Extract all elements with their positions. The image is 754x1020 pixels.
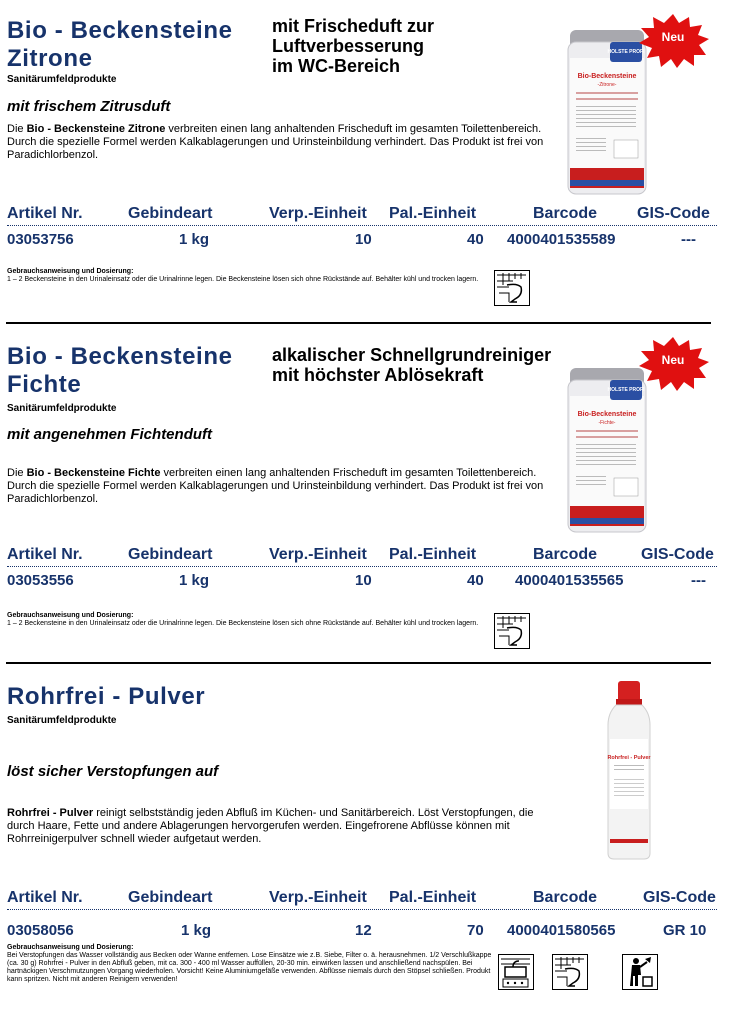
table-header-row xyxy=(7,545,717,567)
value-article: 03053556 xyxy=(7,572,74,589)
svg-text:Rohrfrei - Pulver: Rohrfrei - Pulver xyxy=(607,755,651,761)
section-divider xyxy=(6,322,711,324)
product-tagline: mit angenehmen Fichtenduft xyxy=(7,426,213,443)
header-pack-unit: Verp.-Einheit xyxy=(269,205,367,222)
person-disposal-pictogram-icon xyxy=(622,954,658,990)
svg-text:-Zitrone-: -Zitrone- xyxy=(597,82,617,88)
table-header-row xyxy=(7,888,717,910)
header-container: Gebindeart xyxy=(128,205,213,222)
new-badge: Neu xyxy=(636,336,710,392)
table-header-row xyxy=(7,204,717,226)
svg-text:Bio-Beckensteine: Bio-Beckensteine xyxy=(577,73,637,80)
product-description: Rohrfrei - Pulver reinigt selbstständig jeden Abfluß im Küchen- und Sanitärbereich. Löst Verstopfungen, die durch Haare, Fette und andere Ablagerungen hervorgerufen werden. Eingefrorene Abflüsse können mit Rohrreinigerpulver schnell wieder aufgetaut werden. xyxy=(7,807,534,845)
svg-text:HOLSTE PROFI: HOLSTE PROFI xyxy=(607,49,645,55)
product-description: Die Bio - Beckensteine Fichte verbreiten einen lang anhaltenden Frischeduft im gesamten Toilettenbereich. Durch die spezielle Formel werden Kalkablagerungen und Urinsteinbildung verhindert. Das Produkt ist frei von Paradichlorbenzol. xyxy=(7,467,544,505)
value-pallet-unit: 70 xyxy=(467,922,484,939)
value-pack-unit: 10 xyxy=(355,572,372,589)
header-pallet-unit: Pal.-Einheit xyxy=(389,889,477,906)
product-category: Sanitärumfeldprodukte xyxy=(7,715,117,726)
urinal-pictogram-icon xyxy=(494,613,530,649)
header-container: Gebindeart xyxy=(128,889,213,906)
product-section-zitrone xyxy=(0,0,754,325)
usage-instructions: Gebrauchsanweisung und Dosierung: 1 – 2 Beckensteine in den Urinaleinsatz oder die Urinalrinne legen. Die Beckensteine lösen sich ohne Rückstände auf. Behälter kühl und trocken lagern. xyxy=(7,612,479,627)
usage-instructions: Gebrauchsanweisung und Dosierung: 1 – 2 Beckensteine in den Urinaleinsatz oder die Urinalrinne legen. Die Beckensteine lösen sich ohne Rückstände auf. Behälter kühl und trocken lagern. xyxy=(7,268,479,283)
value-gis: --- xyxy=(681,231,696,248)
value-pack-unit: 10 xyxy=(355,231,372,248)
svg-text:-Fichte-: -Fichte- xyxy=(598,420,616,426)
product-tagline: mit frischem Zitrusduft xyxy=(7,98,171,115)
value-barcode: 4000401580565 xyxy=(507,922,616,939)
header-barcode: Barcode xyxy=(533,546,598,563)
value-container: 1 kg xyxy=(179,231,210,248)
header-gis: GIS-Code xyxy=(641,546,714,563)
product-title: Rohrfrei - Pulver xyxy=(7,683,206,710)
header-pack-unit: Verp.-Einheit xyxy=(269,889,367,906)
product-section-rohrfrei xyxy=(0,665,754,1020)
value-gis: --- xyxy=(691,572,706,589)
product-tagline: löst sicher Verstopfungen auf xyxy=(7,763,219,780)
urinal-pictogram-icon xyxy=(552,954,588,990)
value-container: 1 kg xyxy=(179,572,210,589)
usage-instructions: Gebrauchsanweisung und Dosierung: Bei Verstopfungen das Wasser vollständig aus Becken oder Wanne entfernen. Lose Einsätze wie z.B. Siebe, Filter o. ä. herausnehmen. 1/2 Verschlußkappe (ca. 30 g) Rohrfrei - Pulver in den Abfluß geben, mit ca. 300 - 400 ml Wasser auffüllen, 20-30 min. einwirken lassen und anschließend nachspülen. Bei hartnäckigen Verschmutzungen Vorgang wiederholen. Vorsicht! Keine Aluminiumgefäße verwenden. Abflüsse niemals durch den Stöpsel schließen. Produkt kann spritzen. Nicht mit anderen Reinigern verwenden! xyxy=(7,944,492,983)
product-title: Bio - Beckensteine Fichte xyxy=(7,343,233,398)
product-title: Bio - Beckensteine Zitrone xyxy=(7,17,233,72)
value-gis: GR 10 xyxy=(663,922,707,939)
header-article: Artikel Nr. xyxy=(7,546,83,563)
header-pallet-unit: Pal.-Einheit xyxy=(389,205,477,222)
value-pallet-unit: 40 xyxy=(467,231,484,248)
header-barcode: Barcode xyxy=(533,205,598,222)
header-container: Gebindeart xyxy=(128,546,213,563)
product-category: Sanitärumfeldprodukte xyxy=(7,74,117,85)
product-description: Die Bio - Beckensteine Zitrone verbreiten einen lang anhaltenden Frischeduft im gesamten Toilettenbereich. Durch die spezielle Formel werden Kalkablagerungen und Urinsteinbildung verhindert. Das Produkt ist frei von Paradichlorbenzol. xyxy=(7,123,544,161)
product-section-fichte xyxy=(0,326,754,664)
header-barcode: Barcode xyxy=(533,889,598,906)
header-gis: GIS-Code xyxy=(637,205,710,222)
section-divider xyxy=(6,662,711,664)
header-article: Artikel Nr. xyxy=(7,205,83,222)
value-pack-unit: 12 xyxy=(355,922,372,939)
header-gis: GIS-Code xyxy=(643,889,716,906)
value-barcode: 4000401535589 xyxy=(507,231,616,248)
value-article: 03053756 xyxy=(7,231,74,248)
header-article: Artikel Nr. xyxy=(7,889,83,906)
product-image-bottle xyxy=(604,679,654,861)
value-container: 1 kg xyxy=(181,922,212,939)
value-article: 03058056 xyxy=(7,922,74,939)
svg-text:HOLSTE PROFI: HOLSTE PROFI xyxy=(607,387,645,393)
product-subtitle: alkalischer Schnellgrundreiniger mit höchster Ablösekraft xyxy=(272,345,552,385)
product-subtitle: mit Frischeduft zur Luftverbesserung im WC-Bereich xyxy=(272,16,435,76)
kitchen-sink-pictogram-icon xyxy=(498,954,534,990)
new-badge: Neu xyxy=(636,13,710,69)
value-barcode: 4000401535565 xyxy=(515,572,624,589)
product-category: Sanitärumfeldprodukte xyxy=(7,403,117,414)
header-pack-unit: Verp.-Einheit xyxy=(269,546,367,563)
svg-text:Bio-Beckensteine: Bio-Beckensteine xyxy=(577,411,637,418)
urinal-pictogram-icon xyxy=(494,270,530,306)
value-pallet-unit: 40 xyxy=(467,572,484,589)
header-pallet-unit: Pal.-Einheit xyxy=(389,546,477,563)
